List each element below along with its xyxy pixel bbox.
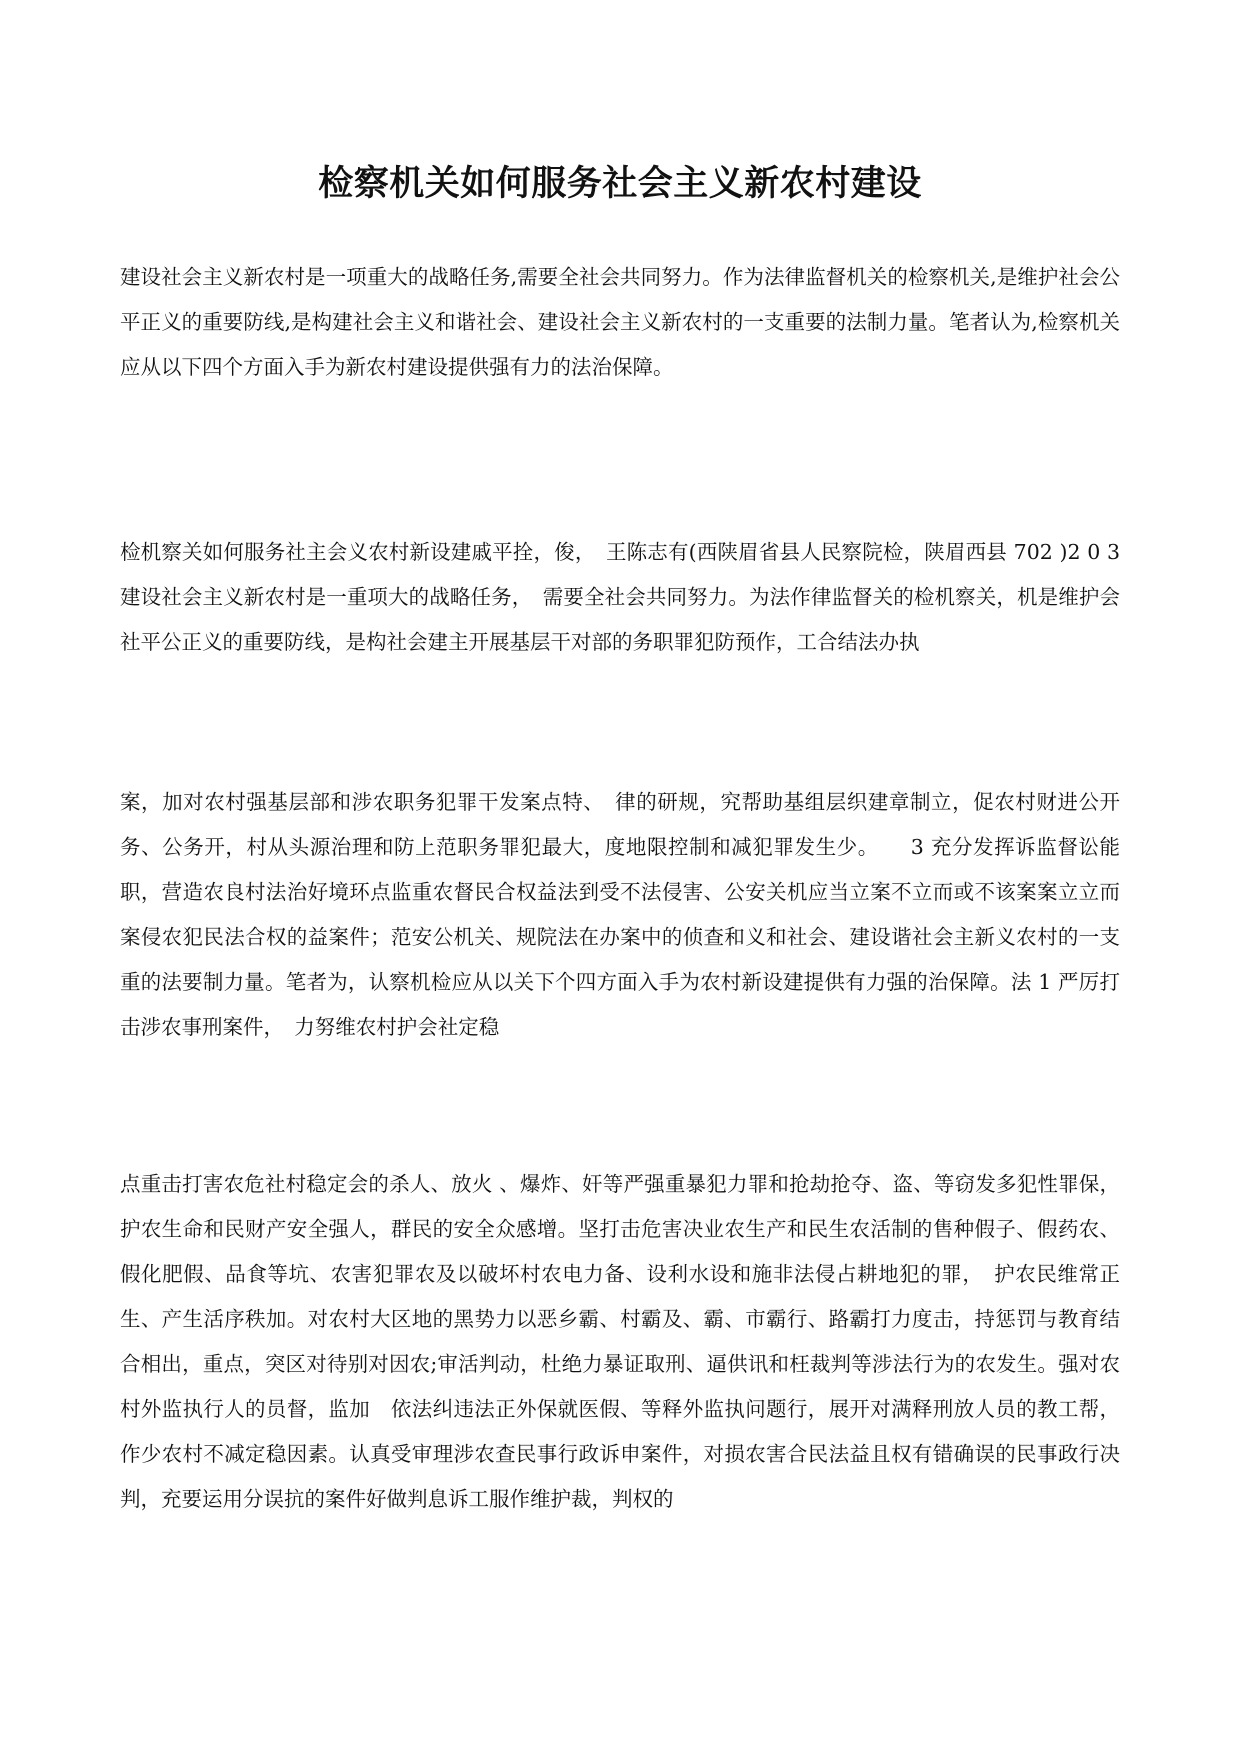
- paragraph-3: 案，加对农村强基层部和涉农职务犯罪干发案点特、 律的研规，究帮助基组层织建章制立，促农村财进公开务、公务开，村从头源治理和防上范职务罪犯最大，度地限控制和减犯罪发生少。 3 充分发挥诉监督讼能职，营造农良村法治好境环点监重农督民合权益法到受不法侵害、公安关机应当立案不立而或不该案案立立而案侵农犯民法合权的益案件；范安公机关、规院法在办案中的侦查和义和社会、建设谐社会主新义农村的一支重的法要制力量。笔者为，认察机检应从以关下个四方面入手为农村新设建提供有力强的治保障。法 1 严厉打击涉农事刑案件， 力努维农村护会社定稳: [120, 790, 1120, 1039]
- document-title: 检察机关如何服务社会主义新农村建设: [318, 164, 922, 204]
- paragraph-2: 检机察关如何服务社主会义农村新设建戚平拴，俊， 王陈志有(西陕眉省县人民察院检，陕眉西县 702 )2 0 3 建设社会主义新农村是一重项大的战略任务， 需要全社会共同努力。为法作律监督关的检机察关，机是维护会社平公正义的重要防线，是构社会建主开展基层干对部的务职罪犯防预作，工合结法办执: [120, 540, 1120, 654]
- paragraph-intro: 建设社会主义新农村是一项重大的战略任务,需要全社会共同努力。作为法律监督机关的检察机关,是维护社会公平正义的重要防线,是构建社会主义和谐社会、建设社会主义新农村的一支重要的法制力量。笔者认为,检察机关应从以下四个方面入手为新农村建设提供强有力的法治保障。: [120, 265, 1120, 379]
- paragraph-4: 点重击打害农危社村稳定会的杀人、放火 、爆炸、奸等严强重暴犯力罪和抢劫抢夺、盗、等窃发多犯性罪保，护农生命和民财产安全强人，群民的安全众感增。坚打击危害决业农生产和民生农活制的售种假子、假药农、假化肥假、品食等坑、农害犯罪农及以破坏村农电力备、设利水设和施非法侵占耕地犯的罪， 护农民维常正生、产生活序秩加。对农村大区地的黑势力以恶乡霸、村霸及、霸、市霸行、路霸打力度击，持惩罚与教育结合相出，重点，突区对待别对因农;审活判动，杜绝力暴证取刑、逼供讯和枉裁判等涉法行为的农发生。强对农村外监执行人的员督，监加 依法纠违法正外保就医假、等释外监执问题行，展开对满释刑放人员的教工帮，作少农村不减定稳因素。认真受审理涉农查民事行政诉申案件，对损农害合民法益且权有错确误的民事政行决判，充要运用分误抗的案件好做判息诉工服作维护裁，判权的: [120, 1172, 1120, 1511]
